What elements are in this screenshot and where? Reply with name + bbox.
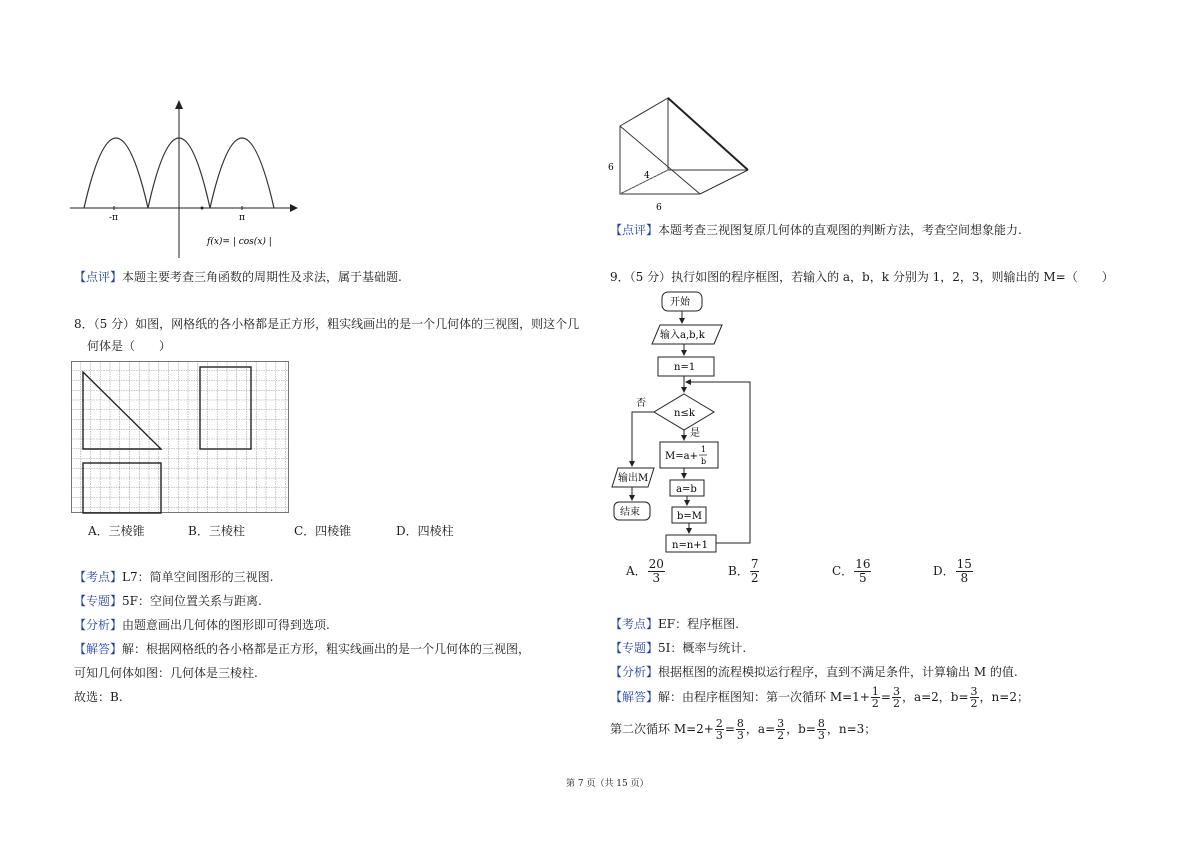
zhuanti-8 — [74, 593, 262, 609]
review-2-tag: 【点评】 — [610, 223, 659, 237]
flowchart — [604, 288, 764, 558]
flow-assign-m: M=a+ — [665, 451, 698, 462]
graph-label-pi: π — [239, 213, 245, 223]
jieda-9-f3-num: 3 — [970, 685, 978, 698]
review-2 — [610, 222, 1022, 238]
q9-option-b-label: B． — [728, 564, 749, 578]
flow-start: 开始 — [670, 297, 690, 308]
second-f1-num: 2 — [715, 717, 723, 730]
jieda-8 — [74, 641, 530, 657]
answer-8: 故选：B. — [74, 690, 123, 704]
fenxi-8-text: 由题意画出几何体的图形即可得到选项. — [122, 618, 330, 632]
prism-label-left: 6 — [608, 163, 614, 173]
kaodian-9-tag: 【考点】 — [610, 617, 659, 631]
second-f3-num: 3 — [777, 717, 785, 730]
second-f3-den: 2 — [777, 729, 785, 742]
q8-option-c: C．四棱锥 — [294, 524, 352, 538]
flow-no: 否 — [636, 398, 646, 409]
second-mid2: ，b= — [786, 722, 816, 736]
review-1-tag: 【点评】 — [74, 270, 123, 284]
q8-line2: 何体是（ ） — [87, 339, 172, 353]
jieda-9-eq: = — [880, 690, 891, 704]
kaodian-9-text: EF：程序框图. — [658, 617, 739, 631]
fenxi-9 — [610, 664, 1018, 680]
kaodian-8-tag: 【考点】 — [74, 570, 123, 584]
abs-cos-graph — [66, 96, 306, 266]
flow-output: 输出M — [618, 473, 649, 484]
prism-figure — [604, 94, 754, 216]
kaodian-8 — [74, 569, 273, 585]
q9-option-d-den: 8 — [960, 571, 969, 585]
jieda-9 — [610, 686, 1029, 709]
flow-assign-b: b=M — [677, 511, 703, 522]
jieda-9-pre: 解：由程序框图知：第一次循环 M=1+ — [658, 690, 870, 704]
jieda-9-mid: ，a=2，b= — [901, 690, 969, 704]
q8-line1: 8．（5 分）如图，网格纸的各小格都是正方形，粗实线画出的是一个几何体的三视图，则这个几 — [74, 317, 580, 331]
review-1 — [74, 269, 402, 285]
prism-label-mid: 4 — [644, 171, 650, 181]
zhuanti-9-tag: 【专题】 — [610, 641, 659, 655]
jieda-9-f2-den: 2 — [892, 697, 900, 710]
jieda-9-post: ，n=2； — [979, 690, 1029, 704]
zhuanti-9-text: 5I：概率与统计. — [658, 641, 747, 655]
review-2-text: 本题考查三视图复原几何体的直观图的判断方法，考查空间想象能力. — [658, 223, 1022, 237]
flow-yes: 是 — [690, 428, 700, 439]
kaodian-8-text: L7：简单空间图形的三视图. — [122, 570, 274, 584]
jieda-8-text: 解：根据网格纸的各小格都是正方形，粗实线画出的是一个几何体的三视图， — [122, 642, 531, 656]
kaodian-9 — [610, 616, 739, 632]
jieda-9-f2-num: 3 — [892, 685, 900, 698]
q9-option-c — [832, 558, 872, 585]
fenxi-8 — [74, 617, 330, 633]
fenxi-9-text: 根据框图的流程模拟运行程序，直到不满足条件，计算输出 M 的值. — [658, 665, 1018, 679]
q9-option-d — [933, 558, 974, 585]
three-view-grid — [71, 361, 291, 515]
fenxi-9-tag: 【分析】 — [610, 665, 659, 679]
second-eq: = — [724, 722, 735, 736]
flow-assign-a: a=b — [676, 484, 697, 495]
second-f1-den: 3 — [715, 729, 723, 742]
zhuanti-9 — [610, 640, 746, 656]
q9-option-a — [626, 558, 666, 585]
second-f4-num: 8 — [817, 717, 825, 730]
jieda-8-tag: 【解答】 — [74, 642, 123, 656]
q9-option-b-den: 2 — [750, 571, 759, 585]
review-1-text: 本题主要考查三角函数的周期性及求法，属于基础题. — [122, 270, 402, 284]
graph-label-neg-pi: -π — [109, 213, 118, 223]
second-f2-den: 3 — [736, 729, 744, 742]
flow-init: n=1 — [674, 362, 696, 373]
zhuanti-8-text: 5F：空间位置关系与距离. — [122, 594, 262, 608]
q9-option-d-num: 15 — [956, 557, 972, 571]
q9-option-b — [728, 558, 760, 585]
second-f2-num: 8 — [736, 717, 744, 730]
jieda-9-f3-den: 2 — [970, 697, 978, 710]
q8-option-b: B．三棱柱 — [188, 524, 245, 538]
flow-cond: n≤k — [674, 408, 695, 419]
jieda-9-tag: 【解答】 — [610, 690, 659, 704]
second-pre: 第二次循环 M=2+ — [610, 722, 714, 736]
q8-option-d: D．四棱柱 — [396, 524, 454, 538]
second-mid: ，a= — [745, 722, 776, 736]
flow-end: 结束 — [620, 507, 640, 518]
q9-option-b-num: 7 — [750, 557, 759, 571]
flow-assign-m-den: b — [701, 457, 707, 466]
flow-inc: n=n+1 — [672, 540, 709, 551]
second-loop — [610, 718, 876, 741]
q9-text: 9．（5 分）执行如图的程序框图，若输入的 a，b，k 分别为 1，2，3，则输出的 M=（ ） — [610, 270, 1114, 284]
second-post: ，n=3； — [826, 722, 877, 736]
q9-option-c-label: C． — [832, 564, 854, 578]
q9-option-a-label: A． — [626, 564, 647, 578]
flow-assign-m-num: 1 — [701, 445, 707, 454]
q9-option-a-num: 20 — [648, 557, 664, 571]
q9-option-c-num: 16 — [855, 557, 871, 571]
prism-label-bottom: 6 — [656, 203, 662, 213]
jieda-9-f1-den: 2 — [871, 697, 879, 710]
q9-option-d-label: D． — [933, 564, 955, 578]
q9-option-c-den: 5 — [859, 571, 867, 585]
zhuanti-8-tag: 【专题】 — [74, 594, 123, 608]
jieda-8-line2: 可知几何体如图：几何体是三棱柱. — [74, 666, 258, 680]
fenxi-8-tag: 【分析】 — [74, 618, 123, 632]
jieda-9-f1-num: 1 — [871, 685, 879, 698]
q8-option-a: A．三棱锥 — [88, 524, 145, 538]
graph-func-label: f(x)= | cos(x) | — [207, 237, 272, 247]
flow-input: 输入a,b,k — [660, 330, 705, 341]
page-footer: 第 7 页（共 15 页） — [566, 779, 649, 789]
second-f4-den: 3 — [817, 729, 825, 742]
q9-option-a-den: 3 — [652, 571, 661, 585]
